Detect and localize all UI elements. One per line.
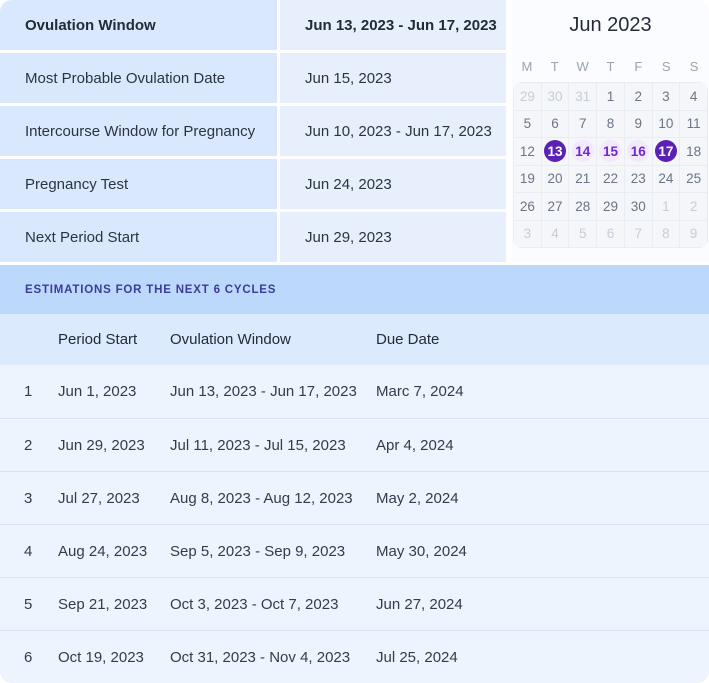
calendar-day-number: 7 — [634, 226, 642, 242]
summary-row-value: Jun 15, 2023 — [280, 53, 506, 103]
summary-row-value: Jun 13, 2023 - Jun 17, 2023 — [280, 0, 506, 50]
calendar-day-number: 27 — [547, 198, 563, 214]
summary-row — [0, 159, 506, 209]
estimation-cell-period-start: Jun 1, 2023 — [58, 383, 137, 400]
calendar-day — [514, 221, 541, 248]
calendar-day — [514, 166, 541, 193]
calendar-day — [514, 138, 541, 165]
calendar-day-number: 5 — [523, 116, 532, 132]
estimation-cell-num: 3 — [24, 489, 33, 507]
summary-row-value: Jun 29, 2023 — [280, 212, 506, 262]
estimation-cell-due-date: Marc 7, 2024 — [376, 383, 464, 400]
estimation-cell-num: 6 — [24, 648, 33, 666]
calendar-day — [625, 166, 652, 193]
calendar-day-number: 5 — [579, 226, 587, 242]
calendar-weekday-header — [513, 59, 708, 74]
estimation-cell-period-start: Aug 24, 2023 — [58, 542, 148, 560]
calendar-day-number: 30 — [630, 198, 646, 214]
estimation-cell-period-start: Jul 27, 2023 — [58, 489, 140, 507]
summary-row-label: Next Period Start — [0, 212, 277, 262]
calendar-day — [597, 111, 624, 138]
calendar-day-number: 30 — [547, 88, 563, 104]
estimation-cell-due-date: May 2, 2024 — [376, 489, 459, 507]
calendar-day-number: 3 — [662, 88, 670, 104]
calendar-day-number: 9 — [689, 226, 698, 242]
estimation-cell-ovulation-window: Aug 8, 2023 - Aug 12, 2023 — [170, 489, 353, 507]
results-top-section — [0, 0, 709, 262]
calendar-day — [597, 83, 624, 110]
calendar-day-number: 19 — [519, 171, 535, 187]
estimation-cell-ovulation-window: Jul 11, 2023 - Jul 15, 2023 — [170, 436, 346, 454]
weekday-label: F — [634, 59, 643, 74]
calendar-day — [653, 83, 680, 110]
calendar-day — [653, 111, 680, 138]
estimation-cell-ovulation-window: Sep 5, 2023 - Sep 9, 2023 — [170, 542, 346, 560]
calendar-day-number: 2 — [689, 198, 698, 214]
calendar-day — [625, 111, 652, 138]
estimation-cell-period-start: Oct 19, 2023 — [58, 648, 144, 666]
calendar-day-number: 16 — [627, 140, 649, 162]
calendar-day — [625, 83, 652, 110]
estimation-cell-ovulation-window: Oct 3, 2023 - Oct 7, 2023 — [170, 595, 339, 613]
estimation-cell-num: 5 — [24, 595, 33, 613]
calendar-day — [569, 83, 596, 110]
summary-row — [0, 0, 506, 50]
calendar-day — [597, 193, 624, 220]
calendar-day-number: 28 — [575, 198, 591, 214]
calendar-day-number: 29 — [519, 88, 535, 104]
calendar-day — [542, 166, 569, 193]
summary-row-value: Jun 10, 2023 - Jun 17, 2023 — [280, 106, 506, 156]
calendar-day-number: 14 — [572, 140, 594, 162]
calendar-day — [653, 166, 680, 193]
calendar-day — [680, 193, 707, 220]
calendar-day-highlighted — [542, 138, 569, 165]
estimation-row — [0, 524, 709, 577]
calendar-day — [680, 221, 707, 248]
calendar-day — [514, 193, 541, 220]
calendar-grid — [513, 82, 708, 248]
calendar-day — [542, 193, 569, 220]
estimation-row — [0, 418, 709, 471]
calendar-day — [680, 83, 707, 110]
column-header-due-date: Due Date — [376, 331, 440, 348]
summary-row — [0, 212, 506, 262]
calendar-day-number: 10 — [658, 116, 674, 132]
weekday-label: S — [661, 59, 671, 74]
calendar-day — [625, 193, 652, 220]
estimation-cell-num: 2 — [24, 436, 33, 454]
calendar-day-number: 23 — [630, 171, 646, 187]
calendar-day — [569, 111, 596, 138]
estimation-cell-due-date: Jul 25, 2024 — [376, 648, 458, 666]
calendar-day-number: 18 — [686, 143, 702, 159]
weekday-label: T — [550, 59, 559, 74]
calendar-day-number: 12 — [519, 143, 535, 159]
calendar-day — [680, 138, 707, 165]
estimation-row — [0, 577, 709, 630]
calendar-day — [680, 111, 707, 138]
estimation-row — [0, 471, 709, 524]
calendar-day-number: 3 — [523, 226, 532, 242]
calendar-day-highlighted — [597, 138, 624, 165]
calendar-day-number: 15 — [599, 140, 621, 162]
calendar-day-number: 4 — [551, 226, 559, 242]
estimation-cell-ovulation-window: Jun 13, 2023 - Jun 17, 2023 — [170, 383, 357, 400]
calendar-day-number: 11 — [686, 116, 701, 132]
calendar-day-number: 7 — [579, 116, 587, 132]
column-header-ovulation-window: Ovulation Window — [170, 331, 291, 348]
calendar-day-number: 1 — [662, 198, 670, 214]
calendar-day — [514, 83, 541, 110]
calendar-day-highlighted — [625, 138, 652, 165]
calendar-day-number: 31 — [575, 88, 591, 104]
calendar-day-number: 8 — [662, 226, 670, 242]
calendar-day — [514, 111, 541, 138]
summary-row — [0, 106, 506, 156]
calendar-day-number: 29 — [602, 198, 618, 214]
estimation-cell-period-start: Sep 21, 2023 — [58, 595, 148, 613]
calendar-day-number: 13 — [544, 140, 566, 162]
calendar-day — [542, 221, 569, 248]
weekday-label: M — [521, 59, 533, 74]
calendar-day-highlighted — [653, 138, 680, 165]
estimation-row — [0, 630, 709, 683]
ovulation-summary-table — [0, 0, 506, 262]
calendar-day — [625, 221, 652, 248]
calendar-day-number: 26 — [519, 198, 535, 214]
calendar-day-number: 24 — [658, 171, 674, 187]
estimation-cell-period-start: Jun 29, 2023 — [58, 436, 145, 454]
estimation-cell-num: 1 — [24, 383, 33, 400]
calendar-day-number: 6 — [551, 116, 559, 132]
estimation-row — [0, 365, 709, 418]
calendar-day-number: 8 — [606, 116, 615, 132]
calendar-day — [569, 221, 596, 248]
calendar-day-number: 6 — [606, 226, 615, 242]
calendar-day — [653, 221, 680, 248]
estimation-cell-due-date: Jun 27, 2024 — [376, 595, 463, 613]
estimation-cell-due-date: Apr 4, 2024 — [376, 436, 454, 454]
summary-row-value: Jun 24, 2023 — [280, 159, 506, 209]
weekday-label: W — [576, 59, 589, 74]
calendar-day — [542, 83, 569, 110]
calendar-day-number: 22 — [602, 171, 618, 187]
calendar-day-number: 20 — [547, 171, 563, 187]
calendar-day-number: 4 — [689, 88, 698, 104]
calendar-month-title: Jun 2023 — [569, 14, 652, 36]
calendar-day — [597, 221, 624, 248]
estimation-cell-ovulation-window: Oct 31, 2023 - Nov 4, 2023 — [170, 648, 351, 666]
calendar-day-number: 21 — [575, 171, 591, 187]
calendar-day — [569, 193, 596, 220]
estimation-cell-num: 4 — [24, 542, 33, 560]
estimations-column-header-row — [0, 314, 709, 365]
calendar-day-number: 25 — [686, 171, 702, 187]
summary-row-label: Pregnancy Test — [0, 159, 277, 209]
calendar-day — [597, 166, 624, 193]
calendar-day-highlighted — [569, 138, 596, 165]
column-header-period-start: Period Start — [58, 331, 138, 348]
calendar-day-number: 9 — [634, 116, 642, 132]
calendar-day-number: 1 — [606, 88, 615, 104]
estimations-table-body — [0, 365, 709, 683]
calendar-day — [680, 166, 707, 193]
calendar-day-number: 2 — [634, 88, 642, 104]
estimations-section-header: ESTIMATIONS FOR THE NEXT 6 CYCLES — [0, 265, 709, 314]
weekday-label: S — [689, 59, 699, 74]
summary-row-label: Intercourse Window for Pregnancy — [0, 106, 277, 156]
calendar-panel — [512, 0, 709, 262]
calendar-day — [653, 193, 680, 220]
calendar-day — [569, 166, 596, 193]
summary-row-label: Ovulation Window — [0, 0, 277, 50]
summary-row-label: Most Probable Ovulation Date — [0, 53, 277, 103]
weekday-label: T — [606, 59, 615, 74]
estimation-cell-due-date: May 30, 2024 — [376, 542, 467, 560]
summary-row — [0, 53, 506, 103]
calendar-day-number: 17 — [655, 140, 677, 162]
calendar-day — [542, 111, 569, 138]
